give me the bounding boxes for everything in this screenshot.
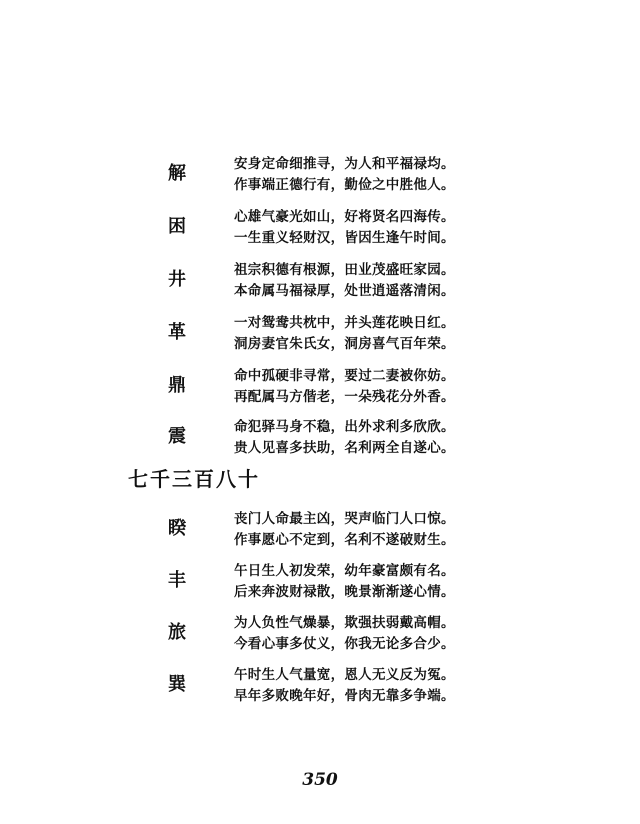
verse-entry: [160, 665, 480, 705]
hexagram-name: 旅: [168, 622, 186, 643]
verse-lines: [234, 207, 455, 249]
hexagram-name: 睽: [168, 518, 186, 539]
verse-line: 为人负性气燥暴，欺强扶弱戴高帽。: [234, 615, 455, 631]
hexagram-name: 丰: [168, 570, 186, 591]
verse-line: 丧门人命最主凶，哭声临门人口惊。: [234, 511, 455, 527]
verse-line: 午时生人气量宽，恩人无义反为冤。: [234, 667, 455, 683]
hexagram-name: 解: [168, 163, 186, 184]
verse-line: 命犯驿马身不稳，出外求利多欣欣。: [234, 419, 455, 435]
verse-entry: [160, 561, 480, 601]
verse-line: 作事愿心不定到，名利不遂破财生。: [234, 532, 455, 548]
verse-line: 本命属马福禄厚，处世逍遥落清闲。: [234, 283, 455, 299]
hexagram-name: 困: [168, 216, 186, 237]
verse-entry: [160, 613, 480, 653]
verse-line: 一生重义轻财汉，皆因生逢午时间。: [234, 230, 455, 246]
hexagram-name: 震: [168, 426, 186, 447]
verse-line: 再配属马方偕老，一朵残花分外香。: [234, 389, 455, 405]
verse-entry: [160, 207, 480, 247]
verse-entry: [160, 417, 480, 457]
verse-entry: [160, 366, 480, 406]
hexagram-name: 巽: [168, 674, 186, 695]
verse-line: 午日生人初发荣，幼年豪富颇有名。: [234, 563, 455, 579]
hexagram-name: 井: [168, 269, 186, 290]
verse-lines: [234, 154, 455, 196]
verse-entry: [160, 509, 480, 549]
verse-line: 一对鸳鸯共枕中，并头莲花映日红。: [234, 315, 455, 331]
verse-entry: [160, 260, 480, 300]
page-number: 350: [302, 770, 338, 790]
verse-lines: [234, 613, 455, 655]
verse-line: 早年多败晚年好，骨肉无靠多争端。: [234, 688, 455, 704]
verse-line: 贵人见喜多扶助，名利两全自遂心。: [234, 440, 455, 456]
verse-line: 祖宗积德有根源，田业茂盛旺家园。: [234, 262, 455, 278]
hexagram-name: 革: [168, 322, 186, 343]
verse-lines: [234, 509, 455, 551]
verse-lines: [234, 665, 455, 707]
verse-lines: [234, 260, 455, 302]
verse-lines: [234, 561, 455, 603]
verse-lines: [234, 417, 455, 459]
verse-entry: [160, 154, 480, 194]
verse-line: 安身定命细推寻，为人和平福禄均。: [234, 156, 455, 172]
verse-line: 今看心事多仗义，你我无论多合少。: [234, 636, 455, 652]
verse-lines: [234, 313, 455, 355]
verse-line: 后来奔波财禄散，晚景渐渐遂心情。: [234, 584, 455, 600]
verse-line: 洞房妻官朱氏女，洞房喜气百年荣。: [234, 336, 455, 352]
verse-lines: [234, 366, 455, 408]
verse-line: 命中孤硬非寻常，要过二妻被你妨。: [234, 368, 455, 384]
verse-entry: [160, 313, 480, 353]
section-heading: 七千三百八十: [128, 467, 260, 491]
verse-line: 作事端正德行有，勤俭之中胜他人。: [234, 177, 455, 193]
verse-line: 心雄气豪光如山，好将贤名四海传。: [234, 209, 455, 225]
hexagram-name: 鼎: [168, 375, 186, 396]
